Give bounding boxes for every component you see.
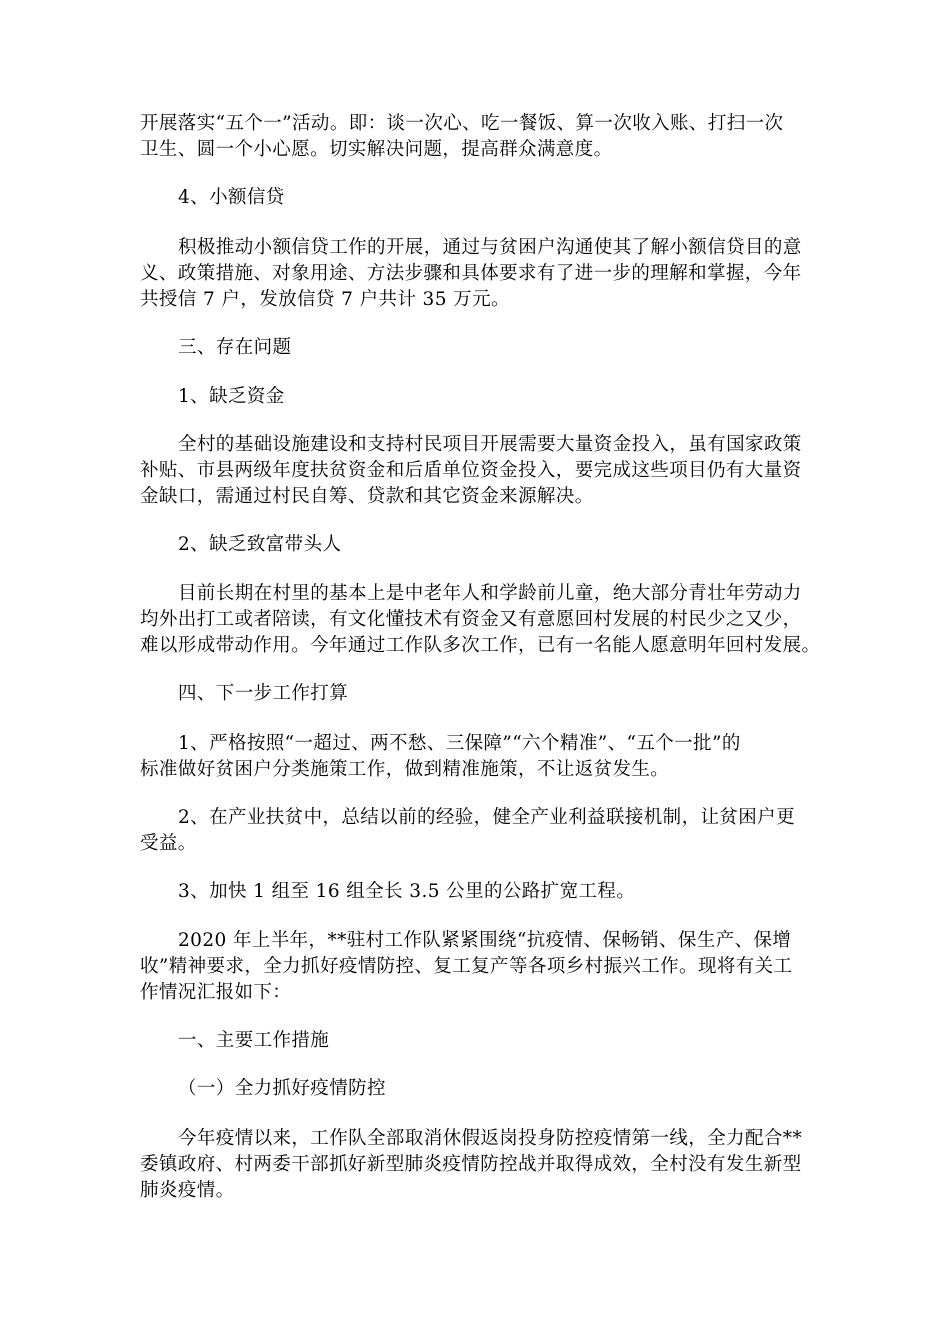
paragraph-line: 金缺口，需通过村民自筹、贷款和其它资金来源解决。	[140, 486, 594, 507]
paragraph-line: 均外出打工或者陪读，有文化懂技术有资金又有意愿回村发展的村民少之又少，	[140, 609, 802, 630]
paragraph-line: 3、加快 1 组至 16 组全长 3.5 公里的公路扩宽工程。	[178, 881, 636, 902]
paragraph-line: 1、严格按照“一超过、两不愁、三保障”“六个精准”、“五个一批”的	[178, 733, 741, 754]
paragraph-line: 肺炎疫情。	[140, 1180, 235, 1201]
paragraph-line: 全村的基础设施建设和支持村民项目开展需要大量资金投入，虽有国家政策	[178, 434, 802, 455]
paragraph-line: 义、政策措施、对象用途、方法步骤和具体要求有了进一步的理解和掌握，今年	[140, 263, 802, 284]
paragraph-line: 标准做好贫困户分类施策工作，做到精准施策，不让返贫发生。	[140, 759, 670, 780]
section-heading: 1、缺乏资金	[178, 386, 285, 407]
paragraph-line: 2、在产业扶贫中，总结以前的经验，健全产业利益联接机制，让贫困户更	[178, 807, 795, 828]
paragraph-line: 目前长期在村里的基本上是中老年人和学龄前儿童，绝大部分青壮年劳动力	[178, 583, 802, 604]
paragraph-line: 共授信 7 户，发放信贷 7 户共计 35 万元。	[140, 289, 510, 310]
section-heading: 4、小额信贷	[178, 187, 285, 208]
section-heading: 三、存在问题	[178, 337, 292, 358]
section-heading: 2、缺乏致富带头人	[178, 534, 342, 555]
paragraph-line: 受益。	[140, 833, 197, 854]
paragraph-line: 补贴、市县两级年度扶贫资金和后盾单位资金投入，要完成这些项目仍有大量资	[140, 460, 802, 481]
paragraph-line: 今年疫情以来，工作队全部取消休假返岗投身防控疫情第一线，全力配合**	[178, 1128, 803, 1149]
section-heading: 四、下一步工作打算	[178, 683, 349, 704]
subsection-heading: （一）全力抓好疫情防控	[178, 1078, 386, 1099]
paragraph-line: 收”精神要求，全力抓好疫情防控、复工复产等各项乡村振兴工作。现将有关工	[140, 956, 793, 977]
paragraph-line: 卫生、圆一个小心愿。切实解决问题，提高群众满意度。	[140, 139, 613, 160]
paragraph-line: 开展落实“五个一”活动。即：谈一次心、吃一餐饭、算一次收入账、打扫一次	[140, 113, 784, 134]
paragraph-line: 作情况汇报如下：	[140, 982, 292, 1003]
paragraph-line: 积极推动小额信贷工作的开展，通过与贫困户沟通使其了解小额信贷目的意	[178, 237, 802, 258]
paragraph-line: 委镇政府、村两委干部抓好新型肺炎疫情防控战并取得成效，全村没有发生新型	[140, 1154, 802, 1175]
section-heading: 一、主要工作措施	[178, 1030, 330, 1051]
paragraph-line: 2020 年上半年，**驻村工作队紧紧围绕“抗疫情、保畅销、保生产、保增	[178, 930, 792, 951]
paragraph-line: 难以形成带动作用。今年通过工作队多次工作，已有一名能人愿意明年回村发展。	[140, 635, 821, 656]
